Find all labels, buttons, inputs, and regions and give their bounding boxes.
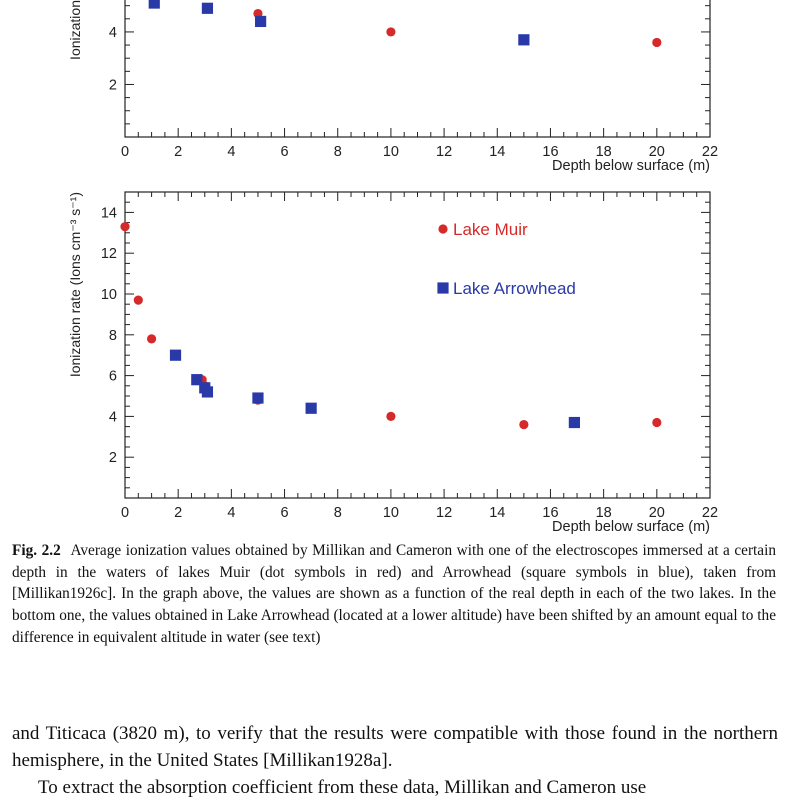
top-chart	[67, 0, 718, 174]
figure-caption	[12, 540, 776, 649]
data-point-square	[170, 350, 181, 361]
x-tick-label: 20	[648, 144, 665, 160]
plot-frame	[125, 192, 710, 498]
y-tick-label: 14	[100, 205, 117, 222]
x-axis-label: Depth below surface (m)	[552, 519, 710, 535]
y-tick-label: 8	[108, 327, 117, 344]
x-tick-label: 12	[436, 144, 453, 160]
x-tick-label: 14	[489, 144, 506, 160]
x-tick-label: 18	[595, 144, 612, 160]
y-tick-label: 4	[108, 409, 117, 426]
x-tick-label: 18	[595, 505, 612, 521]
data-point-square	[149, 0, 160, 9]
x-tick-label: 0	[120, 144, 130, 160]
legend-label: Lake Arrowhead	[453, 279, 576, 298]
x-axis-label: Depth below surface (m)	[552, 158, 710, 174]
x-tick-label: 8	[333, 505, 342, 521]
paragraph-1: and Titicaca (3820 m), to verify that the results were compatible with those found in the northern hemisphere, in the United States [Millikan1928a].	[12, 723, 778, 771]
data-point-square	[202, 386, 213, 397]
data-point-circle	[147, 334, 156, 343]
legend-marker-circle	[438, 224, 447, 233]
bottom-chart	[67, 192, 718, 535]
legend-label: Lake Muir	[453, 220, 528, 239]
x-tick-label: 16	[542, 144, 559, 160]
data-point-square	[518, 34, 529, 45]
legend-marker-square	[437, 282, 448, 293]
x-tick-label: 20	[648, 505, 665, 521]
y-axis-label: Ionization	[67, 0, 83, 60]
data-point-circle	[386, 27, 395, 36]
y-tick-label: 10	[100, 287, 117, 303]
x-tick-label: 6	[280, 505, 289, 521]
x-tick-label: 4	[227, 144, 236, 160]
y-tick-label: 2	[108, 450, 117, 467]
data-point-circle	[120, 222, 129, 231]
data-point-square	[252, 392, 263, 403]
y-tick-label: 4	[108, 24, 117, 41]
data-point-circle	[652, 38, 661, 47]
x-tick-label: 6	[280, 144, 289, 160]
x-tick-label: 22	[701, 144, 719, 160]
data-point-circle	[519, 420, 528, 429]
y-tick-label: 12	[100, 246, 117, 263]
data-point-circle	[134, 296, 143, 305]
x-tick-label: 12	[436, 505, 453, 521]
body-text	[12, 720, 778, 801]
x-tick-label: 10	[382, 505, 399, 521]
x-tick-label: 0	[120, 505, 130, 521]
paragraph-2: To extract the absorption coefficient from these data, Millikan and Cameron use	[38, 777, 647, 798]
data-point-circle	[386, 412, 395, 421]
y-tick-label: 2	[108, 77, 117, 94]
figure-caption-text: Average ionization values obtained by Millikan and Cameron with one of the electroscopes immersed at a certain depth in the waters of lakes Muir (dot symbols in red) and Arrowhead (square symbols in blue), taken from [Millikan1926c]. In the graph above, the values are shown as a function of the real depth in each of the two lakes. In the bottom one, the values obtained in Lake Arrowhead (located at a lower altitude) have been shifted by an amount equal to the difference in equivalent altitude in water (see text)	[12, 542, 776, 646]
x-tick-label: 8	[333, 144, 342, 160]
data-point-square	[569, 417, 580, 428]
data-point-square	[306, 403, 317, 414]
x-tick-label: 14	[489, 505, 506, 521]
data-point-circle	[652, 418, 661, 427]
plot-frame	[125, 0, 710, 137]
figure-label: Fig. 2.2	[12, 542, 61, 559]
data-point-square	[202, 3, 213, 14]
x-tick-label: 22	[701, 505, 719, 521]
x-tick-label: 2	[174, 505, 183, 521]
x-tick-label: 2	[174, 144, 183, 160]
y-axis-label: Ionization rate (Ions cm⁻³ s⁻¹)	[67, 192, 83, 378]
x-tick-label: 16	[542, 505, 559, 521]
y-tick-label: 6	[108, 368, 117, 385]
x-tick-label: 10	[382, 144, 399, 160]
data-point-square	[255, 16, 266, 27]
x-tick-label: 4	[227, 505, 236, 521]
